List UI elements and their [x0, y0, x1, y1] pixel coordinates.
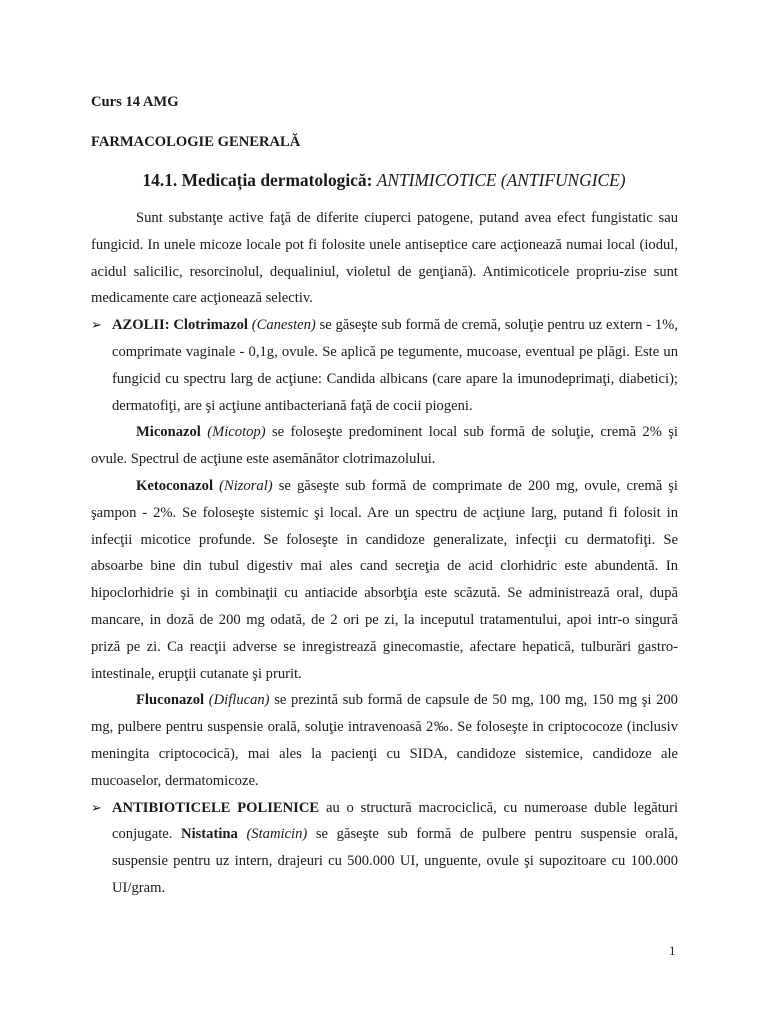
ketoconazol-brand: (Nizoral) [219, 477, 273, 494]
intro-paragraph: Sunt substanţe active faţă de diferite ciuperci patogene, putand avea efect fungistatic sau fungicid. In unele micoze locale pot fi folosite unele antiseptice care acţionează numai local (iodul, acidul salicilic, resorcinolul, dequaliniul, violetul de genţiană). Antimicoticele propriu-zise sunt medicamente care acţionează selectiv. [91, 210, 678, 307]
course-label: Curs 14 AMG [91, 94, 179, 110]
miconazol-paragraph [91, 419, 678, 473]
ketoconazol-name: Ketoconazol [136, 477, 214, 494]
clotrimazol-brand: (Canesten) [251, 317, 316, 334]
azoli-label: AZOLII: [112, 317, 170, 334]
fluconazol-name: Fluconazol [136, 692, 205, 709]
fluconazol-text: se prezintă sub formă de capsule de 50 mg, 100 mg, 150 mg şi 200 mg, pulbere pentru suspensie orală, soluţie intravenoasă 2‰. Se foloseşte in criptococoze (inclusiv meningita criptococică), mai ales la pacienţi cu SIDA, candidoze sistemice, candidoze ale mucoaselor, dermatomicoze. [91, 692, 678, 789]
nistatina-name: Nistatina [181, 826, 238, 843]
section-title-italic: ANTIMICOTICE (ANTIFUNGICE) [376, 170, 626, 190]
fluconazol-paragraph [91, 687, 678, 794]
miconazol-name: Miconazol [136, 424, 201, 441]
section-number-title: 14.1. Medicația dermatologică: [142, 170, 373, 190]
arrow-bullet-icon: ➢ [91, 799, 102, 815]
arrow-bullet-icon: ➢ [91, 317, 102, 333]
subject-title: FARMACOLOGIE GENERALĂ [91, 134, 301, 150]
section-title [0, 169, 768, 191]
fluconazol-brand: (Diflucan) [208, 692, 270, 709]
bullet-polienice [91, 795, 678, 902]
nistatina-brand: (Stamicin) [246, 826, 308, 843]
polienice-text: au o structură macrociclică, cu numeroase duble legături conjugate. [112, 799, 678, 843]
miconazol-text: se foloseşte predominent local sub formă de soluţie, cremă 2% şi ovule. Spectrul de acţiune este asemănător clotrimazolului. [91, 424, 678, 468]
clotrimazol-name: Clotrimazol [173, 317, 248, 334]
polienice-label: ANTIBIOTICELE POLIENICE [112, 799, 320, 816]
document-body [91, 205, 678, 902]
ketoconazol-text: se găseşte sub formă de comprimate de 200 mg, ovule, cremă şi şampon - 2%. Se foloseşte sistemic şi local. Are un spectru de acţiune larg, putand fi folosit in infecţii micotice profunde. Se foloseşte in candidoze generalizate, infecţii cu dermatofiţi. Se absoarbe bine din tubul digestiv mai ales cand secreţia de acid clorhidric este abundentă. In hipoclorhidrie şi in combinaţii cu antiacide absorbţia este scăzută. Se administrează oral, după mancare, in doză de 200 mg odată, de 2 ori pe zi, la inceputul tratamentului, apoi intr-o singură priză pe zi. Ca reacţii adverse se inregistrează ginecomastie, afectare hepatică, tulburări gastro-intestinale, erupţii cutanate şi prurit. [91, 477, 678, 682]
bullet-azoli [91, 312, 678, 419]
ketoconazol-paragraph [91, 473, 678, 687]
nistatina-text: se găseşte sub formă de pulbere pentru suspensie orală, suspensie pentru uz intern, drajeuri cu 500.000 UI, unguente, ovule şi supozitoare cu 100.000 UI/gram. [112, 826, 678, 896]
miconazol-brand: (Micotop) [207, 424, 266, 441]
page-number: 1 [669, 943, 676, 958]
clotrimazol-text: se găseşte sub formă de cremă, soluţie pentru uz extern - 1%, comprimate vaginale - 0,1g, ovule. Se aplică pe tegumente, mucoase, eventual pe plăgi. Este un fungicid cu spectru larg de acţiune: Candida albicans (care apare la imunodeprimaţi, diabetici); dermatofiţi, are şi acţiune antibacteriană faţă de cocii piogeni. [112, 317, 678, 414]
